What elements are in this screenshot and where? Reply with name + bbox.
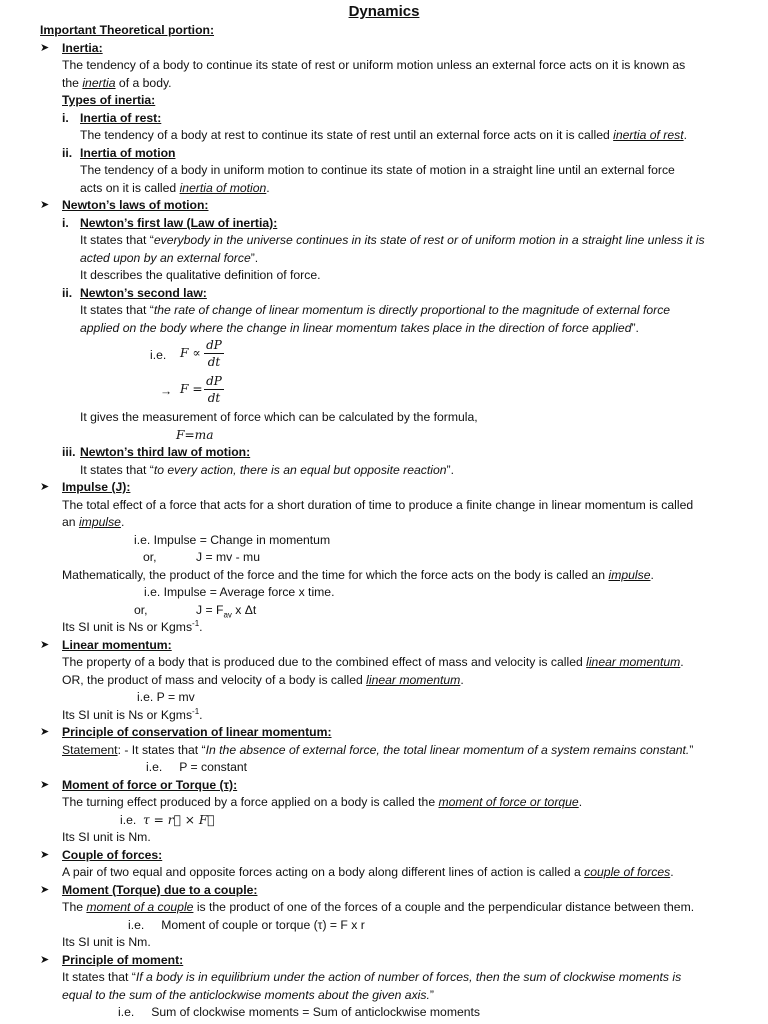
impulse-equation-4: or, $J = F_{av}$ x Δt — [134, 602, 257, 619]
inertia-of-rest-text: The tendency of a body at rest to continue its state of rest until an external force acts on it is called inertia of rest. — [80, 128, 687, 142]
newton-first-law-text-1: It states that “everybody in the universe continues in its state of rest or of uniform motion in a straight line unless it is — [80, 233, 705, 247]
torque-si-unit: Its SI unit is Nm. — [62, 830, 151, 844]
impulse-mathematical-definition: Mathematically, the product of the force and the time for which the force acts on the body is called an impulse. — [62, 567, 654, 582]
torque-definition: The turning effect produced by a force applied on a body is called the moment of force or torque. — [62, 795, 583, 809]
section-heading: Important Theoretical portion: — [40, 23, 215, 37]
moment-principle-heading: ➤ Principle of moment: — [0, 952, 768, 970]
couple-moment-equation: i.e. Moment of couple or torque (τ) = F x r — [128, 917, 365, 932]
inertia-definition-line-2: the inertia of a body. — [62, 75, 172, 90]
torque-equation: i.e. τ = r⃗ × F⃗ — [120, 812, 215, 827]
newton-second-law-text-2: applied on the body where the change in linear momentum takes place in the direction of force applied”. — [80, 320, 639, 335]
conservation-statement: Statement: - It states that “In the absence of external force, the total linear momentum of a system remains constant.” — [62, 742, 694, 757]
newton-third-law-heading: iii. Newton’s third law of motion: — [62, 445, 251, 459]
bullet-arrow-icon: ➤ — [40, 778, 50, 791]
impulse-definition-line-1: The total effect of a force that acts for a short duration of time to produce a finite change in linear momentum is called — [62, 497, 694, 512]
impulse-equation-1: i.e. Impulse = Change in momentum — [134, 532, 331, 547]
couple-definition: A pair of two equal and opposite forces acting on a body along different lines of action is called a couple of forces. — [62, 865, 674, 879]
bullet-arrow-icon: ➤ — [40, 481, 50, 493]
bullet-arrow-icon: ➤ — [40, 41, 50, 54]
force-measurement-text: It gives the measurement of force which can be calculated by the formula, — [80, 410, 478, 424]
couple-heading: ➤ Couple of forces: — [0, 847, 768, 865]
moment-principle-text-2: equal to the sum of the anticlockwise moments about the given axis.” — [62, 987, 434, 1002]
newton-second-law-heading: ii. Newton’s second law: — [62, 285, 207, 300]
bullet-arrow-icon: ➤ — [40, 638, 50, 651]
bullet-arrow-icon: ➤ — [40, 848, 50, 861]
torque-heading: ➤ Moment of force or Torque (τ): — [0, 777, 768, 795]
impulse-equation-2: or, J = mv - mu — [143, 550, 260, 564]
inertia-of-motion-heading: ii. Inertia of motion — [62, 145, 176, 160]
types-of-inertia-heading: Types of inertia: — [62, 93, 156, 107]
linear-momentum-definition-2: OR, the product of mass and velocity of a body is called linear momentum. — [62, 672, 464, 687]
linear-momentum-equation: i.e. P = mv — [137, 690, 195, 704]
impulse-si-unit: Its SI unit is Ns or Kgms$^{-1}$. — [62, 618, 203, 634]
conservation-equation: i.e. P = constant — [146, 760, 248, 774]
conservation-heading: ➤ Principle of conservation of linear momentum: — [0, 724, 768, 742]
couple-moment-heading: ➤ Moment (Torque) due to a couple: — [0, 882, 768, 900]
impulse-heading: ➤ Impulse (J): — [0, 479, 768, 497]
linear-momentum-heading: ➤ Linear momentum: — [0, 637, 768, 655]
newton-first-law-heading: i. Newton’s first law (Law of inertia): — [62, 215, 278, 230]
bullet-arrow-icon: ➤ — [40, 726, 50, 738]
impulse-equation-3: i.e. Impulse = Average force x time. — [144, 585, 335, 599]
formula-fma: F=ma — [176, 427, 214, 442]
newton-first-law-description: It describes the qualitative definition of force. — [80, 268, 321, 282]
couple-moment-definition: The moment of a couple is the product of one of the forces of a couple and the perpendicular distance between them. — [62, 900, 695, 914]
newton-first-law-text-2: acted upon by an external force”. — [80, 250, 259, 265]
linear-momentum-si-unit: Its SI unit is Ns or Kgms$^{-1}$. — [62, 706, 203, 722]
inertia-of-motion-text-2: acts on it is called inertia of motion. — [80, 180, 270, 195]
page-title: Dynamics — [348, 3, 420, 20]
impulse-definition-line-2: an impulse. — [62, 515, 125, 529]
bullet-arrow-icon: ➤ — [40, 953, 50, 966]
inertia-definition-line-1: The tendency of a body to continue its state of rest or uniform motion unless an external force acts on it is known as — [62, 58, 686, 72]
linear-momentum-definition-1: The property of a body that is produced due to the combined effect of mass and velocity is called linear momentum. — [62, 655, 684, 669]
newton-third-law-text: It states that “to every action, there is an equal but opposite reaction”. — [80, 462, 454, 477]
formula-equality: → F = $\frac{dP}{dt}$ — [0, 373, 768, 409]
newton-second-law-text-1: It states that “the rate of change of linear momentum is directly proportional to the magnitude of external force — [80, 303, 671, 317]
inertia-of-motion-text-1: The tendency of a body in uniform motion to continue its state of motion in a straight line until an external force — [80, 163, 675, 177]
moment-principle-equation: i.e. Sum of clockwise moments = Sum of anticlockwise moments — [118, 1005, 481, 1019]
inertia-of-rest-heading: i. Inertia of rest: — [62, 110, 162, 125]
formula-proportional: i.e. F ∝ $\frac{dP}{dt}$ — [0, 337, 768, 373]
bullet-arrow-icon: ➤ — [40, 883, 50, 896]
inertia-heading: ➤ Inertia: — [0, 40, 768, 58]
bullet-arrow-icon: ➤ — [40, 199, 50, 211]
moment-principle-text-1: It states that “If a body is in equilibrium under the action of number of forces, then the sum of clockwise moments is — [62, 970, 682, 984]
couple-moment-si-unit: Its SI unit is Nm. — [62, 935, 151, 949]
newton-laws-heading: ➤ Newton’s laws of motion: — [0, 197, 768, 215]
